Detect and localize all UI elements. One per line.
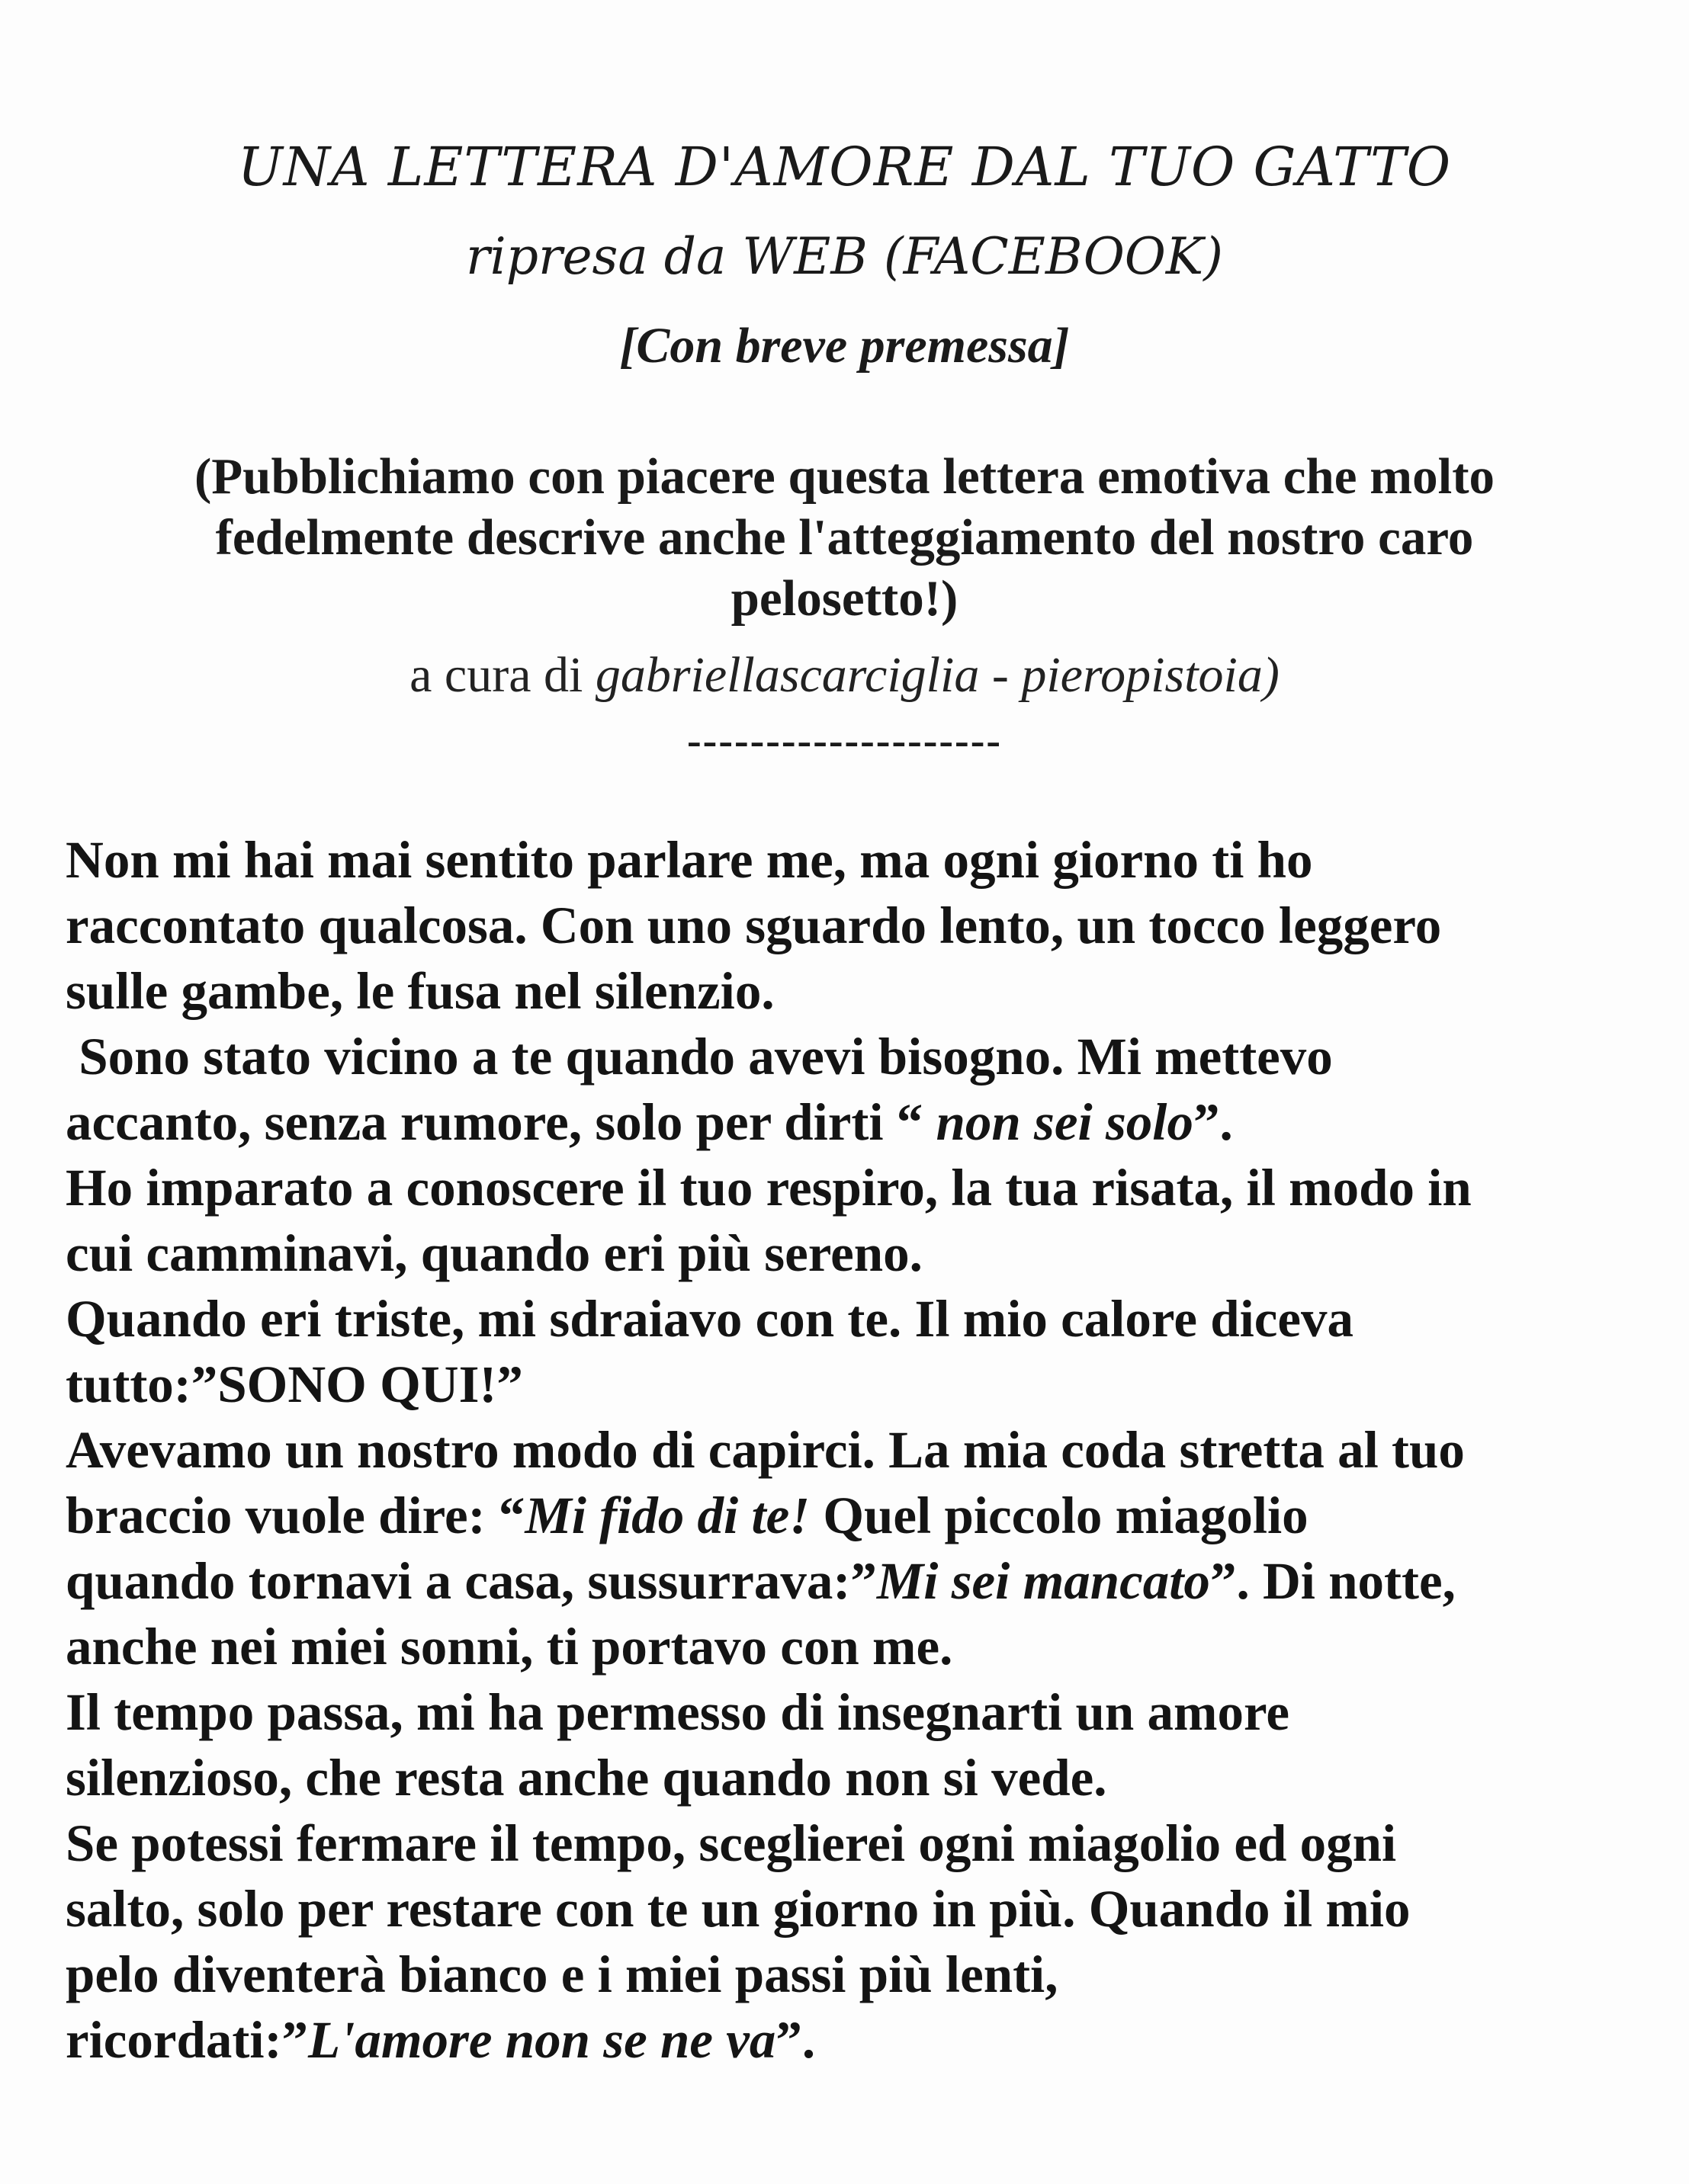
intro-line: fedelmente descrive anche l'atteggiamento del nostro caro: [215, 509, 1474, 566]
credits: [0, 646, 1689, 704]
letter-line: Non mi hai mai sentito parlare me, ma ogni giorno ti ho: [66, 831, 1313, 889]
letter-line: [66, 2007, 1636, 2073]
letter-line: pelo diventerà bianco e i miei passi più lenti,: [66, 1945, 1058, 2003]
letter-line: sulle gambe, le fusa nel silenzio.: [66, 962, 775, 1020]
letter-line: tutto:”SONO QUI!”: [66, 1355, 523, 1413]
separator: --------------------: [687, 717, 1002, 765]
credits-prefix: a cura di: [409, 647, 596, 703]
letter-line: [66, 1548, 1636, 1614]
letter-line: Avevamo un nostro modo di capirci. La mia coda stretta al tuo: [66, 1421, 1465, 1479]
letter-body: [66, 827, 1636, 2073]
letter-text: ”. Di notte,: [1209, 1552, 1456, 1610]
document-subtitle: [Con breve premessa]: [619, 318, 1070, 374]
letter-text: ”.: [775, 2011, 816, 2069]
letter-text: braccio vuole dire: “: [66, 1486, 525, 1544]
letter-line: raccontato qualcosa. Con uno sguardo lento, un tocco leggero: [66, 896, 1442, 954]
letter-line: Se potessi fermare il tempo, sceglierei ogni miagolio ed ogni: [66, 1814, 1397, 1872]
letter-text: accanto, senza rumore, solo per dirti “: [66, 1093, 936, 1151]
letter-line: silenzioso, che resta anche quando non si vede.: [66, 1749, 1107, 1807]
letter-text: quando tornavi a casa, sussurrava:”: [66, 1552, 877, 1610]
document-source: ripresa da WEB (FACEBOOK): [466, 227, 1223, 286]
letter-text: ricordati:”: [66, 2011, 309, 2069]
letter-line: Ho imparato a conoscere il tuo respiro, la tua risata, il modo in: [66, 1159, 1472, 1217]
credits-names: gabriellascarciglia - pieropistoia): [595, 647, 1280, 703]
letter-line: anche nei miei sonni, ti portavo con me.: [66, 1618, 953, 1676]
letter-line: Il tempo passa, mi ha permesso di insegnarti un amore: [66, 1683, 1289, 1741]
letter-line: cui camminavi, quando eri più sereno.: [66, 1224, 923, 1282]
letter-emphasis: L'amore non se ne va: [308, 2011, 776, 2069]
letter-emphasis: Mi fido di te!: [525, 1486, 811, 1544]
letter-emphasis: non sei solo: [936, 1093, 1193, 1151]
letter-line: [66, 1483, 1636, 1548]
letter-line: Sono stato vicino a te quando avevi bisogno. Mi mettevo: [66, 1028, 1333, 1086]
letter-text: ”.: [1193, 1093, 1233, 1151]
letter-line: salto, solo per restare con te un giorno in più. Quando il mio: [66, 1880, 1411, 1938]
intro-line: (Pubblichiamo con piacere questa lettera emotiva che molto: [194, 448, 1495, 505]
intro-line: pelosetto!): [731, 570, 958, 627]
intro-paragraph: [76, 446, 1613, 629]
letter-text: Quel piccolo miagolio: [810, 1486, 1308, 1544]
letter-emphasis: Mi sei mancato: [876, 1552, 1210, 1610]
letter-line: Quando eri triste, mi sdraiavo con te. Il mio calore diceva: [66, 1290, 1353, 1348]
document-title: UNA LETTERA D'AMORE DAL TUO GATTO: [237, 136, 1452, 198]
letter-line: [66, 1089, 1636, 1155]
